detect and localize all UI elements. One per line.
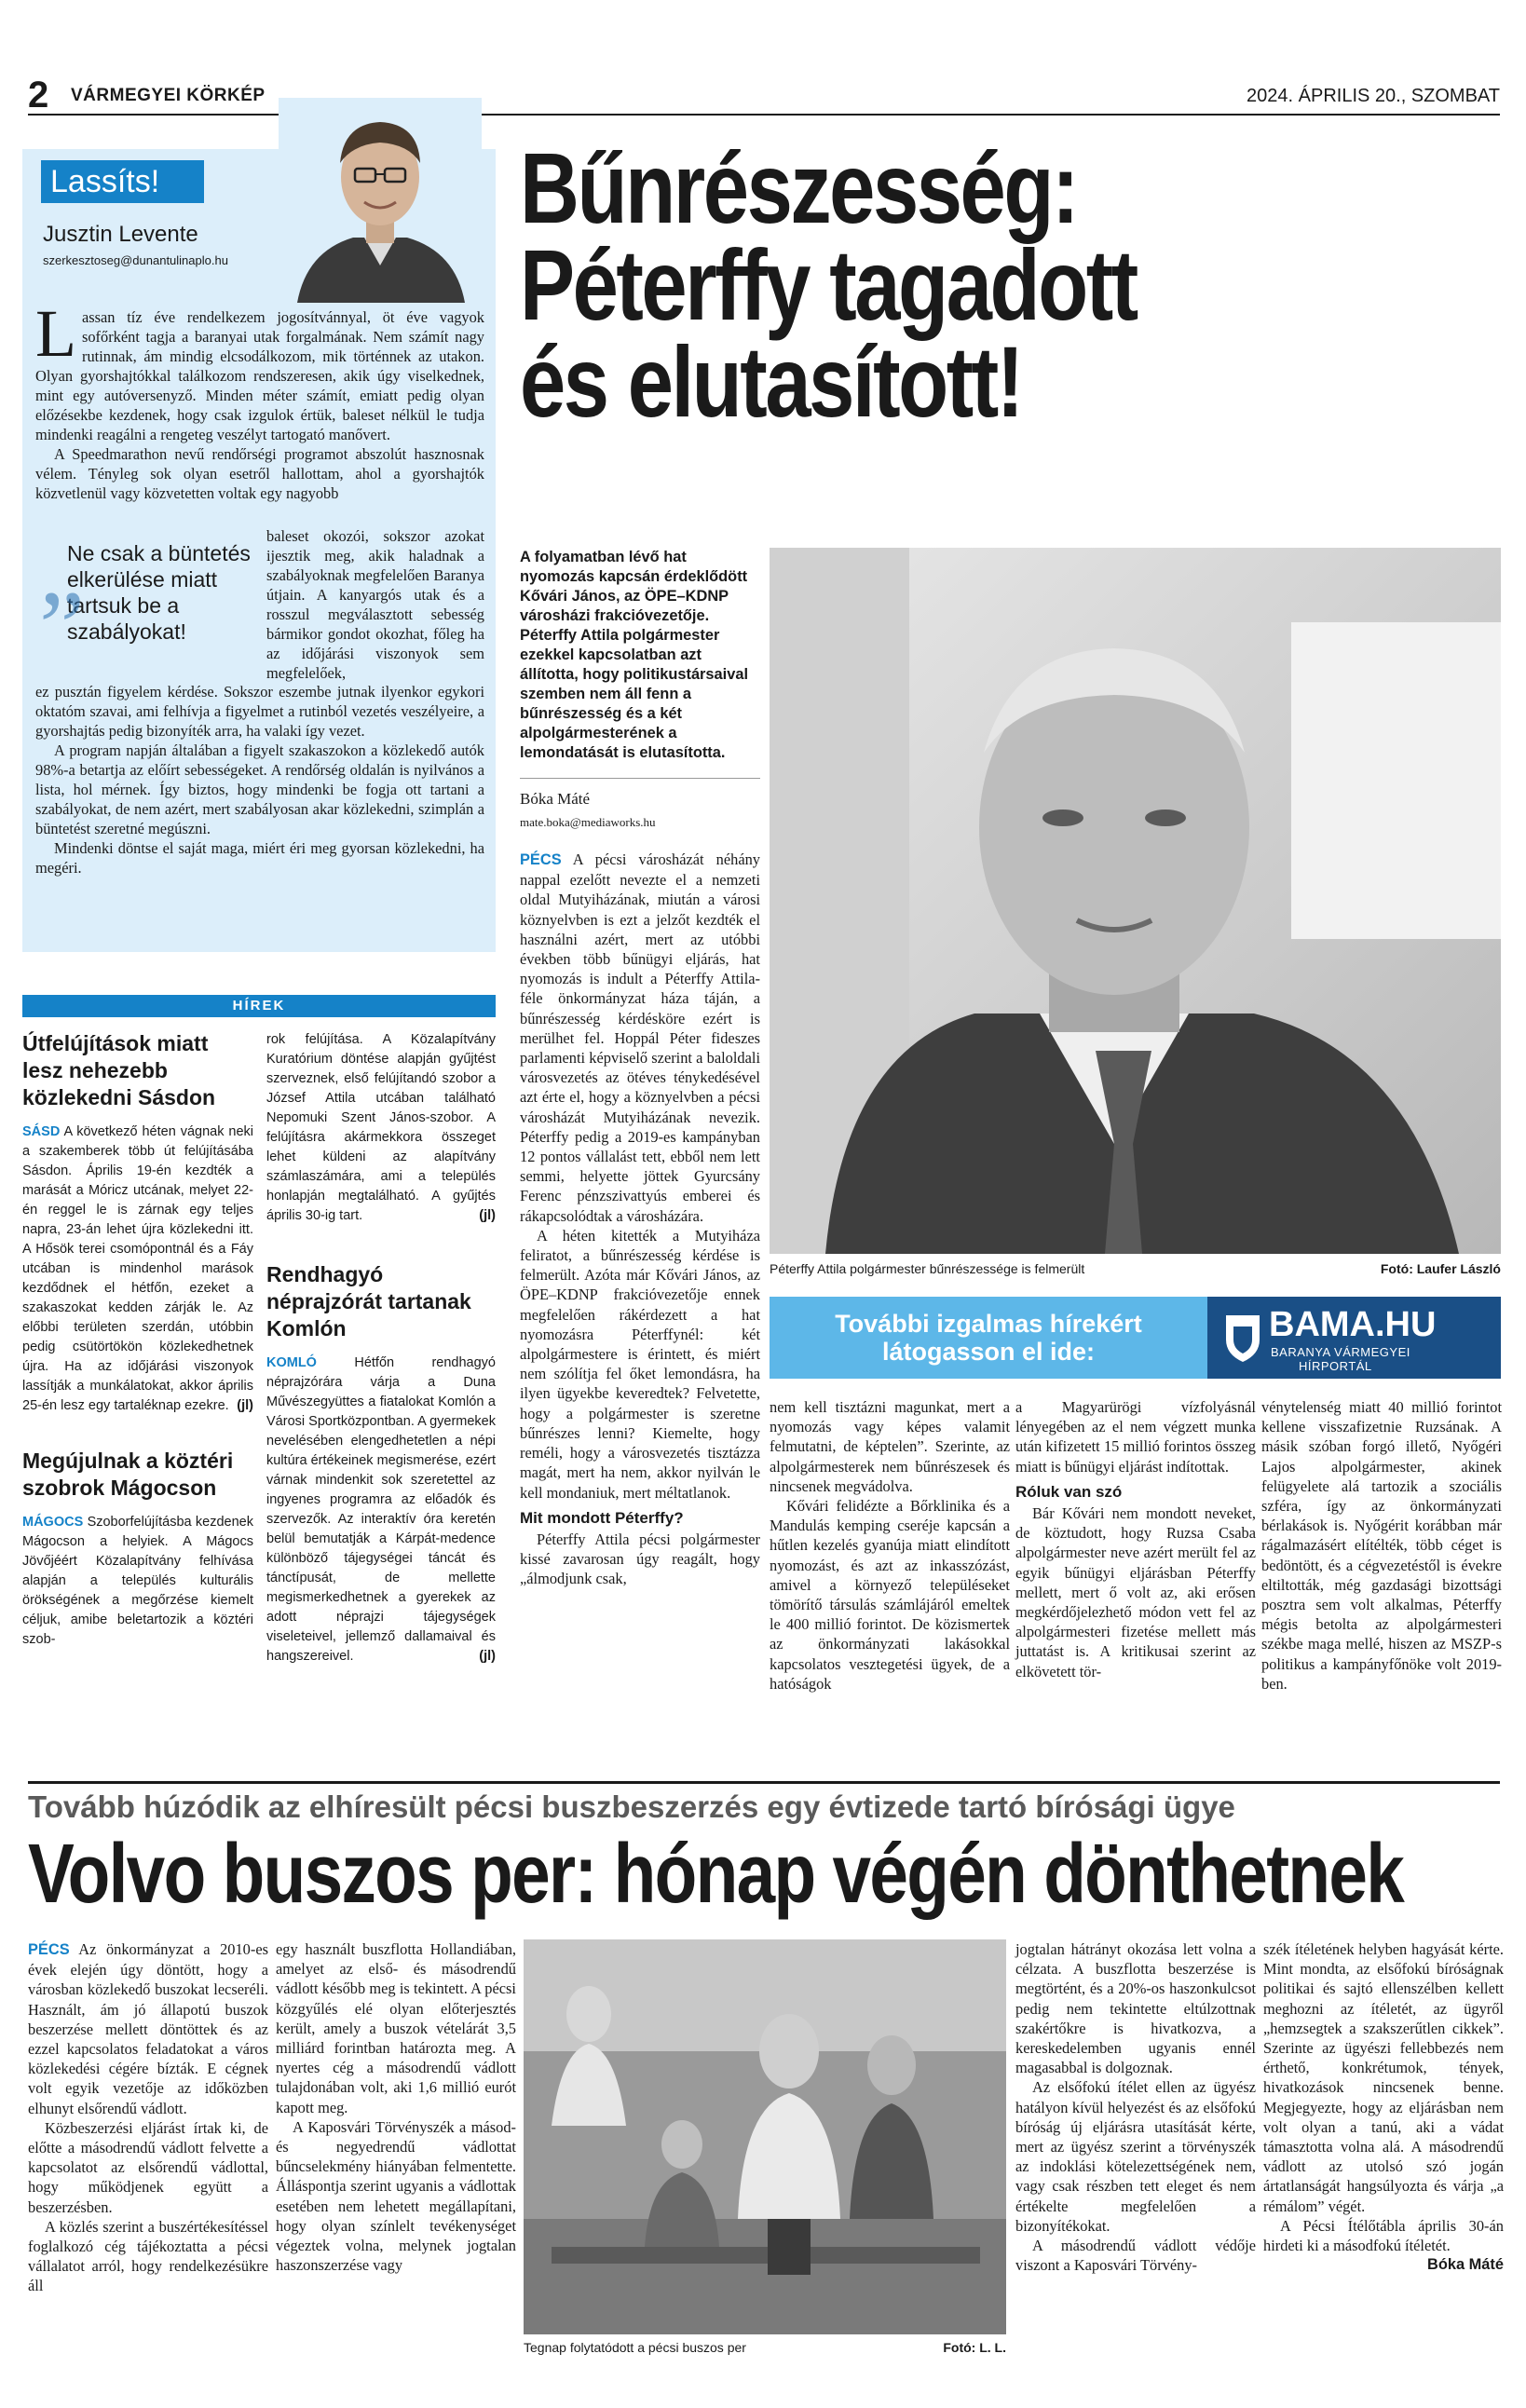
brief-title: Megújulnak a köztéri szobrok Mágocson xyxy=(22,1449,234,1500)
bottom-headline: Volvo buszos per: hónap végén dönthetnek xyxy=(28,1828,1404,1921)
column-email: szerkesztoseg@dunantulinaplo.hu xyxy=(43,253,228,267)
brief-place: SÁSD xyxy=(22,1124,61,1139)
section-name: VÁRMEGYEI KÖRKÉP xyxy=(71,86,266,105)
column-paragraph: assan tíz éve rendelkezem jogosítvánnyal, öt éve vagyok sofőrként tagja a baranyai utak forgalmának. Nem számít nagy rutinnak, ám mindig elcsodálkozom, mik történnek az utakon. Olyan gyorshajtókkal találkozom rendszeresen, akik úgy viselkednek, mint egy autóversenyző. Minden méter számít, emiatt pedig olyan előzésekbe kezdenek, hogy csak izgulok értük, baleset nélkül le tudja mindenki reagálni a rengeteg veszélyt tartogató manővert. xyxy=(35,308,484,443)
banner-subtitle: BARANYA VÁRMEGYEI HÍRPORTÁL xyxy=(1271,1345,1410,1373)
dateline-place: PÉCS xyxy=(520,851,562,868)
column-paragraph: Mindenki döntse el saját maga, miért éri meg gyorsan közlekedni, ha megéri. xyxy=(35,839,484,877)
column-author: Jusztin Levente xyxy=(43,222,198,247)
brief-komlo xyxy=(266,1030,496,1667)
brief-text: SÁSD A következő héten vágnak neki a szakemberek több út felújításába Sásdon. Április 19-én kezdték a marását a Móricz utcának, melyet 22-én reggel le is zárnak egy teljes napra, 23-án lehet újra közlekedni itt. A Hősök terei csomópontnál és a Fáy utcában is mindenhol marások kezdődnek el hétfőn, ezeket a szakaszokat kedden zárják le. Az előbbi területen szerdán, utóbbin pedig csütörtökön közlekedhetnek újra. Ha az időjárási viszonyok lassítják a munkálatokat, akkor április 25-én lesz egy tartaléknap ezekre. (jl) xyxy=(22,1122,253,1416)
column-paragraph: ez pusztán figyelem kérdése. Sokszor eszembe jutnak ilyenkor egykori oktatóm szavai, ami felhívja a figyelmet a rutinból vezetés veszélyeire, a gyorshajtás pedig bizonyíték arra, ha valaki így vezet. xyxy=(35,683,484,740)
page-header xyxy=(28,76,1500,116)
issue-date: 2024. ÁPRILIS 20., SZOMBAT xyxy=(1247,86,1500,106)
subheading: Mit mondott Péterffy? xyxy=(520,1508,684,1527)
column-paragraph: A program napján általában a figyelt szakaszokon a közlekedő autók 98%-a betartja az előírt sebességeket. A rendőrség oldalán is nyilvános a lista, hol mérnek. Így biztos, hogy mindenki be fogja ott tartani a szabályokat, de nem azért, mert szabályosan akar közlekedni, szimplán a büntetést szeretné megúszni. xyxy=(35,741,484,837)
brief-sasd xyxy=(22,1030,253,1650)
bottom-text-col-4: szék ítéletének helyben hagyását kérte. Mint mondta, az elsőfokú bíróságnak politikai és sajtó ellenszélben kellett meghozni az ítéletét, az ügyről „hemzsegtek a szakszerűtlen cikkek”. Szerinte az ügyészi fellebbezés nem érthető, konkrétumok, tények, hivatkozások nincsenek benne. Megjegyezte, hogy az eljárásban nem volt olyan a tanú, aki a vádat támasztotta volna alá. A másodrendű vádlott az utolsó szó jogán ártatlanságát hangsúlyozta és várja „a rémálom” végét. A Pécsi Ítélőtábla április 30-án hirdeti ki a másodfokú ítéletét. Bóka Máté xyxy=(1263,1939,1504,2275)
news-briefs xyxy=(22,995,496,1777)
opinion-column xyxy=(22,149,496,952)
column-paragraph: baleset okozói, sokszor azokat ijesztik meg, akik haladnak a szabályoknak megfelelően Baranya útjain. A kanyargós utak és a rosszul megválasztott sebesség bármikor gondot okozhat, főleg ha az időjárási viszonyok sem megfelelőek, xyxy=(266,527,484,682)
bottom-photo-credit: Fotó: L. L. xyxy=(943,2340,1006,2355)
main-text-col-4: vénytelenség miatt 40 millió forintot kellene visszafizetnie Ruzsának. A másik szóban forgó illető, Nyőgéri Lajos alpolgármester, akinek felügyelete alá tartozik a szociális szféra, így az önkormányzati bérlakások is. Nyőgérit korábban már rágalmazásért elítélték, több céget is bedöntött, és a cégvezetéstől is évekre eltiltották, még gazdasági bizottsági posztra sem volt alkalmas, Péterffy mégis betolta az alpolgármesteri székbe maga mellé, hiszen az MSZP-s politikus a kampányfőnöke volt 2019-ben. xyxy=(1261,1398,1502,1693)
news-briefs-label: HÍREK xyxy=(22,995,496,1017)
paragraph: A héten kitették a Mutyiháza feliratot, a bűnrészesség kérdése is felmerült. Azóta már Kővári János, az ÖPE–KDNP frakcióvezetője ennek megfelelően rákérdezett a hat nyomozásra Péterffynél: két alpolgármestere is érintett, és miért nem szólítja fel őket lemondásra, ha ilyen ügyekbe keveredtek? Felvetette, hogy a polgármester is szeretne bűnrészes lenni? Kiemelte, hogy reméli, hogy a városvezetés tisztázza magát, mert ha nem, akkor nyilván le kell mondaniuk, mert méltatlanok. xyxy=(520,1226,760,1502)
paragraph: Kővári felidézte a Bőrklinika és a Mandulás kemping cseréje kapcsán a hűtlen kezelés gyanúja miatt elindított nyomozást, és azt az inkasszózást, amivel a környező településeket tömörítő társulás számlájáról emeltek le 400 millió forintot. De közismertek az önkormányzati lakásokkal kapcsolatos vesztegetési ügyek, de a hatóságok xyxy=(770,1497,1010,1693)
divider xyxy=(520,778,760,779)
main-headline: Bűnrészesség: Péterffy tagadott és elutasított! xyxy=(520,131,1137,438)
pull-quote xyxy=(39,512,253,645)
byline-author: Bóka Máté xyxy=(520,790,591,808)
column-text-3 xyxy=(35,682,484,877)
paragraph: A közlés szerint a buszértékesítéssel foglalkozó cég tájékoztatta a pécsi vállalatot arról, hogy rendelkezésükre áll xyxy=(28,2217,268,2295)
paragraph: A Pécsi Ítélőtábla április 30-án hirdeti ki a másodfokú ítéletét. Bóka Máté xyxy=(1263,2216,1504,2255)
brief-text: MÁGOCS Szoborfelújításba kezdenek Mágocson a helyiek. A Mágocs Jövőjéért Közalapítvány felhívása alapján a település kulturális örökségének a megőrzése kiemelt céljuk, amibe beletartozik a köztéri szob- xyxy=(22,1515,253,1647)
bottom-text-col-2: egy használt buszflotta Hollandiában, amelyet az első- és másodrendű vádlott később meg is tekintett. A pécsi közgyűlés elé olyan előterjesztés került, amely a buszok vételárát 3,5 milliárd forintban határozta meg. A nyertes cég a másodrendű vádlott tulajdonában volt, aki 1,6 millió eurót kapott meg. A Kaposvári Törvényszék a másod- és negyedrendű vádlottat bűncselekmény hiányában felmentette. Álláspontja szerint ugyanis a vádlottak esetében nem lehetett megállapítani, hogy olyan színlelt tevékenységet végeztek volna, melynek jogtalan haszonszerzése vagy xyxy=(276,1940,516,2275)
column-text-1 xyxy=(35,296,484,503)
brief-text: KOMLÓ Hétfőn rendhagyó néprajzórára várja a Duna Művészegyüttes a fiatalokat Komlón a Városi Sportközpontban. A gyermekek nevelésében elengedhetetlen a népi kultúra értékeinek megismerése, ezért várnak mindenkit sok szeretettel az ingyenes programra az előadók és szervezők. Az interaktív óra keretén belül bemutatják a Kárpát-medence különböző tájegységei táncát és tánctípusát, de mellette megismerkedhetnek a gyerekek az adott néprajzi tájegységek viseleteivel, jellemző dallamaival és hangszereivel. (jl) xyxy=(266,1354,496,1667)
bottom-kicker: Tovább húzódik az elhíresült pécsi buszbeszerzés egy évtizede tartó bírósági ügye xyxy=(28,1781,1500,1825)
paragraph: Bár Kővári nem mondott neveket, de köztudott, hogy Ruzsa Csaba alpolgármester neve azért merült fel az egyik bűnügyi eljárásban Péterffy mellett, mert ő volt az, aki erősen megkérdőjelezhető módon vett fel az alpolgármesteri fizetése mellett más juttatást is. A kritikusai szerint az elkövetett tör- xyxy=(1015,1504,1256,1680)
banner-text: További izgalmas hírekért látogasson el ide: xyxy=(835,1310,1142,1366)
column-paragraph: A Speedmarathon nevű rendőrségi programot abszolút hasznosnak vélem. Tényleg sok olyan esetről hallottam, ahol a gyorshajtók közvetlenül vagy közvetetten voltak egy nagyobb xyxy=(35,445,484,502)
brief-title: Rendhagyó néprajzórát tartanak Komlón xyxy=(266,1262,471,1340)
brief-place: KOMLÓ xyxy=(266,1355,317,1370)
drop-cap: L xyxy=(35,296,76,371)
brief-title: Útfelújítások miatt lesz nehezebb közlekedni Sásdon xyxy=(22,1031,216,1109)
paragraph: A Kaposvári Törvényszék a másod- és negyedrendű vádlottat bűncselekmény hiányában felmentette. Álláspontja szerint ugyanis a vádlottak esetében nem lehetett megállapítani, hogy olyan színlelt tevékenységet végeztek volna, melynek jogtalan haszonszerzése vagy xyxy=(276,2117,516,2275)
main-text-col-2: nem kell tisztázni magunkat, mert a nyomozás vagy képes valamit felmutatni, de képtelen”. Szerinte, az alpolgármesterek nem bűnrészesek és nincsenek megvádolva. Kővári felidézte a Bőrklinika és a Mandulás kemping cseréje kapcsán a hűtlen kezelés gyanúja miatt elindított nyomozást, és azt az inkasszózást, amivel a környező településeket tömörítő társulás számlájáról emeltek le 400 millió forintot. De közismertek az önkormányzati lakásokkal kapcsolatos vesztegetési ügyek, de a hatóságok xyxy=(770,1398,1010,1693)
byline-email: mate.boka@mediaworks.hu xyxy=(520,815,656,829)
main-photo xyxy=(770,548,1501,1254)
quote-mark-icon: „ xyxy=(39,512,85,626)
paragraph: Közbeszerzési eljárást írtak ki, de előtte a másodrendű vádlott felvette a kapcsolatot az elsőrendű vádlottal, hogy működjenek együtt a beszerzésben. xyxy=(28,2118,268,2216)
brief-sign: (jl) xyxy=(479,1649,496,1664)
banner-brand: BAMA.HU xyxy=(1269,1305,1437,1344)
brief-text: rok felújítása. A Közalapítvány Kuratórium döntése alapján gyűjtést szerveznek, első felújítandó szobor a József Attila utcában található Nepomuki Szent János-szobor. A felújításra akármekkora összeget lehet küldeni az alapítvány számlaszámára, ami a település honlapján megtalálható. A gyűjtés április 30-ig tart. (jl) xyxy=(266,1030,496,1226)
subheading: Róluk van szó xyxy=(1015,1482,1123,1501)
main-lead: A folyamatban lévő hat nyomozás kapcsán érdeklődött Kővári János, az ÖPE–KDNP városházi frakcióvezetője. Péterffy Attila polgármester ezekkel kapcsolatban azt állította, hogy politikustársaival szemben nem áll fenn a bűnrészesség és a két alpolgármesterének a lemondatását is elutasította. xyxy=(520,549,749,761)
paragraph: Az elsőfokú ítélet ellen az ügyész hatályon kívül helyezést és az elsőfokú bíróság új eljárásra utasítását kérte, mert az ügyész szerint a törvényszék az indoklási kötelezettségének nem, vagy csak részben tett eleget és nem értékelte megfelelően a bizonyítékokat. xyxy=(1015,2078,1256,2235)
main-text-col-1: PÉCS A pécsi városházát néhány nappal ezelőtt nevezte el a nemzeti oldal Mutyiházának, miután a városi köznyelvben is ezt a jelzőt kezdték el használni azért, mert az utóbbi években több bűnügyi eljárás, hat nyomozás is indult a Péterffy Attila-féle önkormányzat háza táján, a bűnrészesség kérdésköre ezért is merülhet fel. Hoppál Péter fideszes parlamenti képviselő szerint a baloldali városvezetés az ötéves ténykedésével azt érte el, hogy a köznyelvben a pécsi városházát Mutyiházának nevezik. Péterffy pedig a 2019-es kampányban 12 pontos vállalást tett, ebből nem lett semmi, helyette jöttek Gyurcsány Ferenc pénzszivattyús emberei és rákapcsolódtak a városházára. A héten kitették a Mutyiháza feliratot, a bűnrészesség kérdése is felmerült. Azóta már Kővári János, az ÖPE–KDNP frakcióvezetője ennek megfelelően rákérdezett a hat nyomozásra Péterffynél: két alpolgármestere is érintett, és miért nem szólítja fel őket lemondásra, ha ilyen ügyekbe keveredtek? Felvetette, hogy a polgármester is szeretne bűnrészes lenni? Kiemelte, hogy reméli, hogy a városvezetés tisztázza magát, mert ha nem, akkor nyilván le kell mondaniuk, mert méltatlanok. Mit mondott Péterffy? Péterffy Attila pécsi polgármester kissé zavarosan úgy reagált, hogy „álmodjunk csak, xyxy=(520,850,760,1588)
shield-icon xyxy=(1224,1312,1261,1364)
page-number: 2 xyxy=(28,75,49,116)
brief-sign: (jl) xyxy=(479,1208,496,1223)
pull-quote-text: Ne csak a büntetés elkerülése miatt tartsuk be a szabályokat! xyxy=(67,541,251,644)
paragraph: A másodrendű vádlott védője viszont a Kaposvári Törvény- xyxy=(1015,2237,1256,2275)
paragraph: Péterffy Attila pécsi polgármester kissé zavarosan úgy reagált, hogy „álmodjunk csak, xyxy=(520,1530,760,1588)
bottom-text-col-1: PÉCS Az önkormányzat a 2010-es évek elején úgy döntött, hogy a városban közlekedő buszokat lecseréli. Használt, ám jó állapotú buszok beszerzése mellett döntöttek és az ezzel kapcsolatos feladatokat a város közlekedési cégére bízták. E cégnek volt egyik vezetője az időközben elhunyt elsőrendű vádlott. Közbeszerzési eljárást írtak ki, de előtte a másodrendű vádlott felvette a kapcsolatot az elsőrendű vádlottal, hogy működjenek együtt a beszerzésben. A közlés szerint a buszértékesítéssel foglalkozó cég tájékoztatta a pécsi vállalatot arról, hogy rendelkezésükre áll xyxy=(28,1940,268,2295)
main-text-col-3: a Magyarürögi vízfolyásnál lényegében az el nem végzett munka után kifizetett 15 millió forintos összeg miatt is bűnügyi eljárást indítottak. Róluk van szó Bár Kővári nem mondott neveket, de köztudott, hogy Ruzsa Csaba alpolgármester neve azért merült fel az egyik bűnügyi eljárásban Péterffy mellett, mert ő volt az, aki erősen megkérdőjelezhető módon vett fel az alpolgármesteri fizetése mellett más juttatást is. A kritikusai szerint az elkövetett tör- xyxy=(1015,1398,1256,1680)
photo-credit: Fotó: Laufer László xyxy=(1380,1261,1501,1276)
brief-place: MÁGOCS xyxy=(22,1515,84,1530)
dateline-place: PÉCS xyxy=(28,1941,70,1958)
column-title: Lassíts! xyxy=(41,160,204,203)
bottom-photo-caption: Tegnap folytatódott a pécsi buszos per Fotó: L. L. xyxy=(524,2340,1006,2355)
author-portrait xyxy=(279,98,482,303)
bottom-text-col-3: jogtalan hátrányt okozása lett volna a célzata. A buszflotta beszerzése is megtörtént, és a 20%-os haszonkulcsot pedig nem tekintette eltúlzottnak szakértőkre is hivatkozva, a kereskedelemben ugyanis ennél magasabbal is dolgoznak. Az elsőfokú ítélet ellen az ügyész hatályon kívül helyezést és az elsőfokú bíróság új eljárásra utasítását kérte, mert az ügyész szerint a törvényszék az indoklási kötelezettségének nem, vagy csak részben tett eleget és nem értékelte megfelelően a bizonyítékokat. A másodrendű vádlott védője viszont a Kaposvári Törvény- xyxy=(1015,1940,1256,2275)
author-sign: Bóka Máté xyxy=(1427,2256,1504,2274)
brief-sign: (jl) xyxy=(237,1398,253,1413)
courtroom-photo xyxy=(524,1939,1006,2334)
photo-caption: Péterffy Attila polgármester bűnrészessége is felmerült Fotó: Laufer László xyxy=(770,1261,1501,1276)
column-text-2 xyxy=(266,526,484,683)
bama-banner[interactable] xyxy=(770,1297,1501,1379)
